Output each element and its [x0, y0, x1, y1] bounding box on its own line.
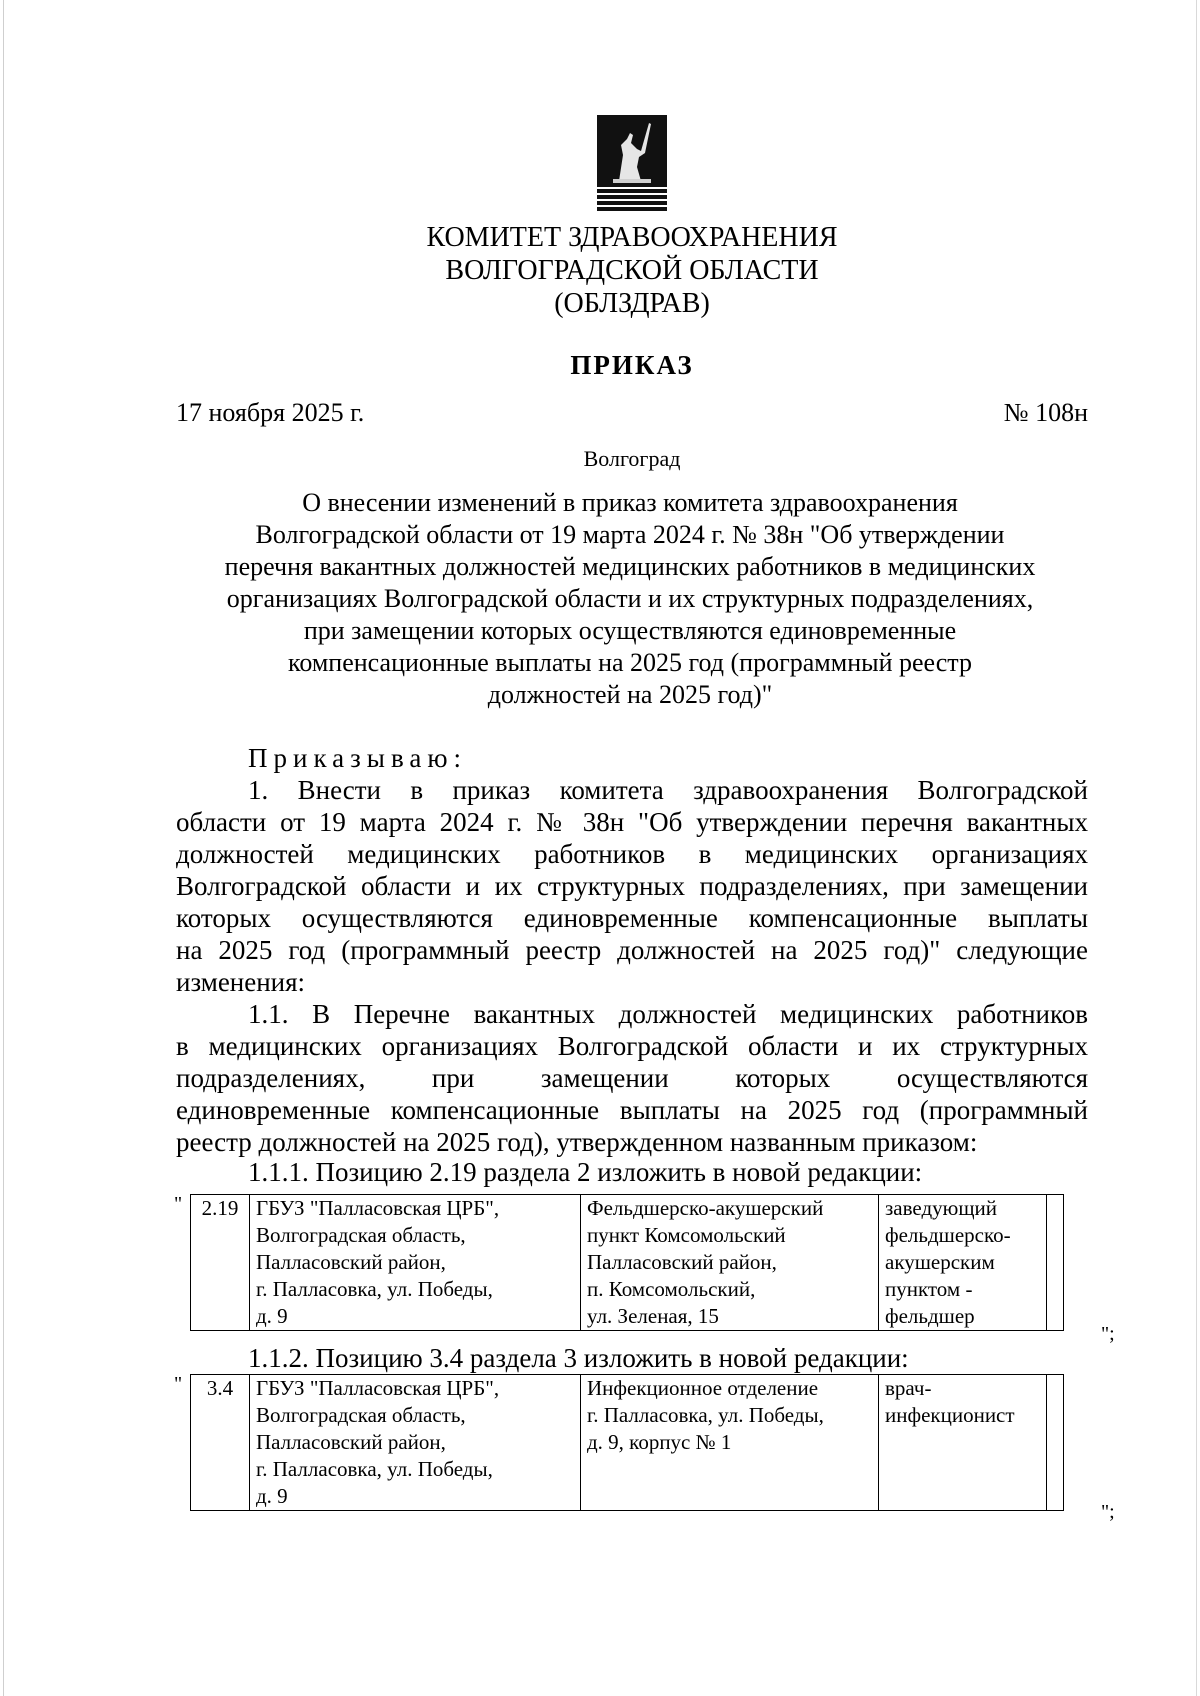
- subject-line: Волгоградской области от 19 марта 2024 г. № 38н "Об утверждении: [255, 520, 1005, 549]
- cell-line: п. Комсомольский,: [587, 1277, 756, 1301]
- cell-line: пункт Комсомольский: [587, 1223, 786, 1247]
- cell-line: Фельдшерско-акушерский: [587, 1196, 824, 1220]
- empty-cell: [1047, 1195, 1064, 1331]
- table-row: [191, 1375, 1064, 1511]
- job-position-cell: [879, 1195, 1047, 1331]
- subdivision-cell: [581, 1375, 879, 1511]
- cell-line: Палласовский район,: [587, 1250, 777, 1274]
- table-row: [191, 1195, 1064, 1331]
- authority-line: ВОЛГОГРАДСКОЙ ОБЛАСТИ: [445, 255, 819, 286]
- paragraph-1-1-line: 1.1. В Перечне вакантных должностей медицинских работников: [248, 999, 1088, 1029]
- position-table-3-4: [190, 1374, 1064, 1511]
- cell-line: г. Палласовка, ул. Победы,: [256, 1457, 493, 1481]
- cell-line: ГБУЗ "Палласовская ЦРБ",: [256, 1196, 500, 1220]
- order-word: Приказываю:: [248, 743, 467, 773]
- organization-cell: [250, 1375, 581, 1511]
- cell-line: г. Палласовка, ул. Победы,: [256, 1277, 493, 1301]
- cell-line: фельдшер: [885, 1304, 975, 1328]
- position-number: 3.4: [191, 1375, 250, 1511]
- paragraph-1-1-line: в медицинских организациях Волгоградской области и их структурных: [176, 1031, 1088, 1061]
- authority-line: (ОБЛЗДРАВ): [554, 288, 710, 319]
- paragraph-1-1-line: единовременные компенсационные выплаты на 2025 год (программный: [176, 1095, 1088, 1125]
- subdivision-cell: [581, 1195, 879, 1331]
- paragraph-1-line: должностей медицинских работников в медицинских организациях: [176, 839, 1088, 869]
- cell-line: заведующий: [885, 1196, 997, 1220]
- paragraph-1-line: области от 19 марта 2024 г. № 38н "Об утверждении перечня вакантных: [176, 807, 1088, 837]
- cell-line: ГБУЗ "Палласовская ЦРБ",: [256, 1376, 500, 1400]
- position-table-2-19: [190, 1194, 1064, 1331]
- paragraph-1-1-line: подразделениях, при замещении которых осуществляются: [176, 1063, 1088, 1093]
- job-position-cell: [879, 1375, 1047, 1511]
- paragraph-1-1-line: реестр должностей на 2025 год), утвержденном названным приказом:: [176, 1127, 978, 1157]
- document-date: 17 ноября 2025 г.: [176, 398, 365, 427]
- paragraph-1-line: 1. Внести в приказ комитета здравоохранения Волгоградской: [248, 775, 1088, 805]
- quote-open: ": [174, 1373, 183, 1395]
- subject-line: перечня вакантных должностей медицинских работников в медицинских: [224, 552, 1036, 581]
- subject-line: при замещении которых осуществляются единовременные: [303, 616, 957, 645]
- cell-line: Волгоградская область,: [256, 1403, 466, 1427]
- cell-line: ул. Зеленая, 15: [587, 1304, 719, 1328]
- cell-line: фельдшерско-: [885, 1223, 1011, 1247]
- authority-line: КОМИТЕТ ЗДРАВООХРАНЕНИЯ: [426, 222, 838, 253]
- paragraph-1-line: на 2025 год (программный реестр должностей на 2025 год)" следующие: [176, 935, 1088, 965]
- organization-cell: [250, 1195, 581, 1331]
- cell-line: д. 9, корпус № 1: [587, 1430, 732, 1454]
- cell-line: врач-: [885, 1376, 932, 1400]
- paragraph-1-line: изменения:: [176, 967, 306, 997]
- paragraph-1-line: Волгоградской области и их структурных подразделениях, при замещении: [176, 871, 1088, 901]
- document-subject: [150, 487, 1110, 711]
- position-number: 2.19: [191, 1195, 250, 1331]
- paragraph-1-line: которых осуществляются единовременные компенсационные выплаты: [176, 903, 1088, 933]
- empty-cell: [1047, 1375, 1064, 1511]
- item-1-1-2: 1.1.2. Позицию 3.4 раздела 3 изложить в новой редакции:: [248, 1343, 909, 1373]
- cell-line: г. Палласовка, ул. Победы,: [587, 1403, 824, 1427]
- subject-line: О внесении изменений в приказ комитета здравоохранения: [302, 488, 958, 517]
- cell-line: Палласовский район,: [256, 1430, 446, 1454]
- authority-name: [0, 221, 1200, 320]
- cell-line: д. 9: [256, 1304, 288, 1328]
- document-city: Волгоград: [583, 446, 681, 471]
- subject-line: компенсационные выплаты на 2025 год (программный реестр: [288, 648, 972, 677]
- quote-close: ";: [1101, 1323, 1115, 1345]
- cell-line: д. 9: [256, 1484, 288, 1508]
- subject-line: организациях Волгоградской области и их структурных подразделениях,: [226, 584, 1034, 613]
- coat-of-arms-emblem: [597, 115, 667, 211]
- cell-line: акушерским: [885, 1250, 995, 1274]
- cell-line: Инфекционное отделение: [587, 1376, 819, 1400]
- cell-line: Волгоградская область,: [256, 1223, 466, 1247]
- document-number: № 108н: [1003, 398, 1088, 427]
- document-type: ПРИКАЗ: [570, 350, 694, 380]
- cell-line: пунктом -: [885, 1277, 973, 1301]
- quote-open: ": [174, 1193, 183, 1215]
- document-body: [176, 742, 1088, 1186]
- cell-line: инфекционист: [885, 1403, 1015, 1427]
- cell-line: Палласовский район,: [256, 1250, 446, 1274]
- subject-line: должностей на 2025 год)": [487, 680, 773, 709]
- item-1-1-1: 1.1.1. Позицию 2.19 раздела 2 изложить в новой редакции:: [248, 1157, 923, 1187]
- quote-close: ";: [1101, 1501, 1115, 1523]
